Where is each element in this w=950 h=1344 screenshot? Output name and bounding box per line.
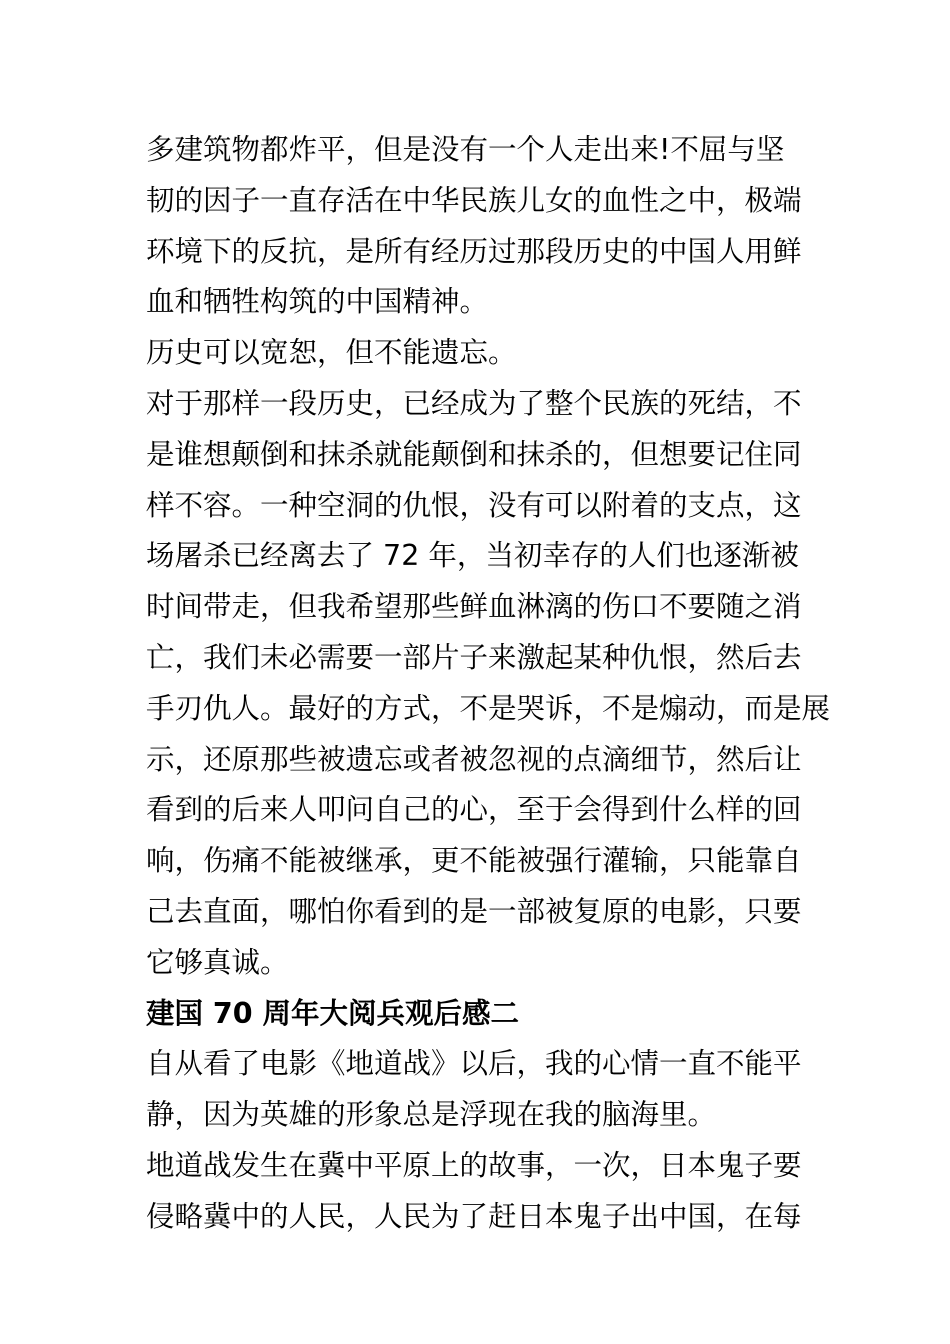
paragraph: [146, 1039, 826, 1141]
section-heading-block: [146, 989, 826, 1040]
text-line: 时间带走，但我希望那些鲜血淋漓的伤口不要随之消: [146, 590, 802, 624]
text-line: 历史可以宽恕，但不能遗忘。: [146, 336, 517, 370]
text-line: 己去直面，哪怕你看到的是一部被复原的电影，只要: [146, 894, 802, 928]
text-line: 自从看了电影《地道战》以后，我的心情一直不能平: [146, 1047, 802, 1081]
paragraph: [146, 125, 826, 328]
text-line: 亡，我们未必需要一部片子来激起某种仇恨，然后去: [146, 640, 802, 674]
text-line: 看到的后来人叩问自己的心，至于会得到什么样的回: [146, 793, 802, 827]
text-line: 多建筑物都炸平，但是没有一个人走出来!不屈与坚: [146, 133, 785, 166]
text-line: 血和牺牲构筑的中国精神。: [146, 285, 489, 319]
text-line: 它够真诚。: [146, 945, 289, 979]
text-line: 场屠杀已经离去了 72 年，当初幸存的人们也逐渐被: [146, 539, 799, 573]
text-line: 样不容。一种空洞的仇恨，没有可以附着的支点，这: [146, 488, 802, 522]
text-line: 是谁想颠倒和抹杀就能颠倒和抹杀的，但想要记住同: [146, 437, 802, 471]
text-line: 地道战发生在冀中平原上的故事，一次，日本鬼子要: [146, 1148, 802, 1182]
text-line: 侵略冀中的人民，人民为了赶日本鬼子出中国，在每: [146, 1199, 802, 1233]
document-body: [146, 125, 831, 1243]
text-line: 响，伤痛不能被继承，更不能被强行灌输，只能靠自: [146, 844, 802, 878]
paragraph: [146, 379, 831, 989]
text-line: 静，因为英雄的形象总是浮现在我的脑海里。: [146, 1098, 717, 1132]
paragraph: [146, 1141, 826, 1243]
text-line: 示，还原那些被遗忘或者被忽视的点滴细节，然后让: [146, 742, 802, 776]
text-line: 环境下的反抗，是所有经历过那段历史的中国人用鲜: [146, 234, 802, 268]
section-heading: 建国 70 周年大阅兵观后感二: [146, 996, 520, 1030]
text-line: 对于那样一段历史，已经成为了整个民族的死结，不: [146, 386, 802, 420]
text-line: 手刃仇人。最好的方式，不是哭诉，不是煽动，而是展: [146, 691, 831, 725]
paragraph: [146, 328, 826, 379]
text-line: 韧的因子一直存活在中华民族儿女的血性之中，极端: [146, 183, 802, 217]
